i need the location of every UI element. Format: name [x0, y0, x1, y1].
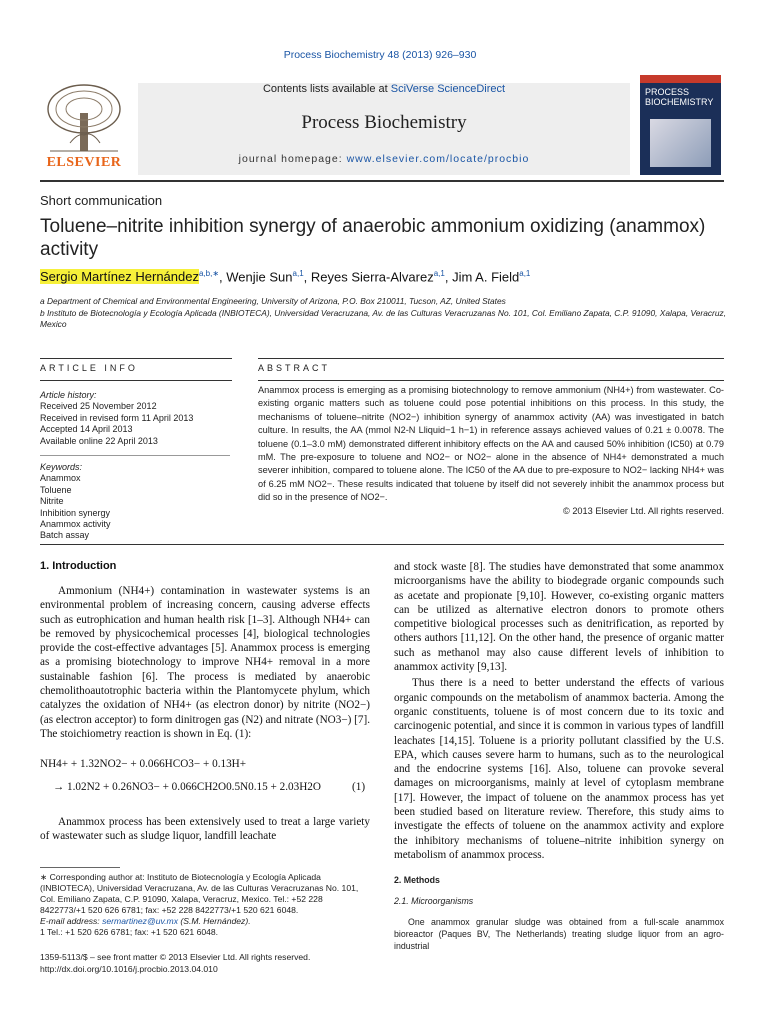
info-divider	[40, 455, 230, 456]
author-name[interactable]: Wenjie Sun	[226, 269, 293, 285]
journal-title: Process Biochemistry	[301, 112, 467, 133]
info-rule	[40, 358, 232, 359]
footnotes	[40, 872, 370, 938]
equation-line-2: → 1.02N2 + 0.26NO3− + 0.066CH2O0.5N0.15 + 2.03H2O	[53, 781, 321, 793]
methods-text: One anammox granular sludge was obtained from a full-scale anammox bioreactor (Paques BV, The Netherlands) treating sludge liquor from an agro-industrial	[394, 917, 724, 951]
publisher-logo-text: ELSEVIER	[46, 155, 122, 170]
history-item: Accepted 14 April 2013	[40, 424, 133, 435]
homepage-link[interactable]: www.elsevier.com/locate/procbio	[346, 153, 530, 165]
abstract-bottom-rule	[40, 544, 724, 545]
author-name[interactable]: Reyes Sierra-Alvarez	[310, 269, 434, 285]
issn-line: 1359-5113/$ – see front matter © 2013 Elsevier Ltd. All rights reserved.	[40, 952, 311, 962]
cover-image	[650, 119, 711, 167]
article-title: Toluene–nitrite inhibition synergy of anaerobic ammonium oxidizing (anammox) activity	[40, 216, 706, 260]
journal-cover-thumbnail	[640, 75, 721, 175]
author-list	[40, 269, 730, 284]
journal-citation[interactable]: Process Biochemistry 48 (2013) 926–930	[283, 49, 477, 61]
author-sep: ,	[444, 269, 453, 285]
abstract-text: Anammox process is emerging as a promising biotechnology to remove ammonium (NH4+) from wastewater. Co-existing organic matters such as toluene could pose potential inhibitions on this process. In this study, the mechanisms of toluene–nitrite (NO2−) inhibition synergy of anammox activity (AA) was investigated in batch culture. In results, the AA (mmol N2-N Lliquid−1 h−1) in reference assays achieved values of 0.21 ± 0.0078. The toluene (0.1–3.0 mM) demonstrated different inhibitory effects on the AA and caused 50% inhibition (IC50) at 0.79 mM. The pre-exposure to toluene and NO2− or NO2− alone in the absence of NH4+ demonstrated a much severer inhibition, compared to toluene alone. The IC50 of the AA due to pre-exposure to NO2− lacking NH4+ was of 6.25 mM NO2−. These results indicated that toluene by itself did not severely inhibit the anammox process but did so in the presence of NO2−.	[258, 385, 724, 503]
article-info	[40, 390, 230, 542]
intro-paragraph-3: and stock waste [8]. The studies have demonstrated that some anammox microorganisms have the ability to biodegrade organic compounds such as acetate and propionate [9,10]. However, co-existing organic matters can be utilized as alternative electron donors to promote others competitive biological processes such as denitrification, as reported by others authors [11,12]. On the other hand, the presence of organic matter such as methanol may also cause different levels of inhibition to anammox activity [9,13].	[394, 561, 724, 674]
intro-column-left-2	[40, 815, 370, 844]
corresponding-note: ∗ Corresponding author at: Instituto de Biotecnología y Ecología Aplicada (INBIOTECA), Universidad Veracruzana, Av. de las Culturas Veracruzanas No. 101, Col. Emiliano Zapata, C.P. 91090, Xalapa, Veracruz, Mexico. Tel.: +52 228 8422773/+1 520 626 6781; fax: +52 228 8422773/+1 520 621 6048.	[40, 872, 359, 915]
methods-subheading: 2.1. Microorganisms	[394, 896, 474, 906]
author-marks[interactable]: a,b,∗	[198, 269, 220, 278]
history-item: Received 25 November 2012	[40, 401, 157, 412]
author-marks[interactable]: a,1	[519, 269, 531, 278]
intro-column-left	[40, 584, 370, 741]
equation-line-1: NH4+ + 1.32NO2− + 0.066HCO3− + 0.13H+	[40, 758, 247, 770]
intro-paragraph-2: Anammox process has been extensively used to treat a large variety of wastewater such as sludge liquor, landfill leachate	[40, 816, 370, 843]
intro-paragraph-1: Ammonium (NH4+) contamination in wastewater systems is an environmental problem of increasing concern, causing adverse effects such as eutrophication and human health risk [1–3]. Although NH4+ can be removed by physicochemical processes [4], biological technologies provide the cost-effective advantages [5]. Anammox process is emerging as a promising biotechnology to improve NH4+ removal in a more sustainable fashion [6]. The process is mediated by anaerobic chemolithoautotrophic bacteria within the Plantomycete phylum, which catalyzes the oxidation of NH4+ (as electron donor) by nitrite (NO2−) (as electron acceptor) to form dinitrogen gas (N2) and nitrate (NO3−) [7]. The stoichiometry reaction is shown in Eq. (1):	[40, 585, 370, 740]
email-line	[40, 916, 370, 927]
contents-line	[138, 83, 630, 95]
abstract-rule	[258, 358, 724, 359]
equation-number: (1)	[352, 781, 366, 793]
intro-heading: 1. Introduction	[40, 560, 117, 572]
sciencedirect-link[interactable]: SciVerse ScienceDirect	[390, 83, 506, 95]
history-item: Received in revised form 11 April 2013	[40, 412, 194, 423]
affiliation-a: a Department of Chemical and Environmental Engineering, University of Arizona, P.O. Box 210011, Tucson, AZ, United States	[40, 296, 506, 306]
author-marks[interactable]: a,1	[433, 269, 445, 278]
cover-title: PROCESS BIOCHEMISTRY	[645, 87, 714, 107]
doi-link[interactable]: http://dx.doi.org/10.1016/j.procbio.2013.04.010	[40, 964, 218, 974]
email-link[interactable]: sermartinez@uv.mx	[102, 916, 178, 926]
article-type: Short communication	[40, 193, 163, 208]
affiliation-b: b Instituto de Biotecnología y Ecología Aplicada (INBIOTECA), Universidad Veracruzana, Av. de las Culturas Veracruzanas No. 101, Col. Emiliano Zapata, C.P. 91090, Xalapa, Veracruz, Mexico	[40, 308, 727, 329]
abstract-rule-2	[258, 380, 724, 381]
abstract-heading: ABSTRACT	[258, 363, 331, 373]
email-name: (S.M. Hernández).	[178, 916, 251, 926]
article-info-heading: ARTICLE INFO	[40, 363, 138, 373]
author-sep: ,	[219, 269, 227, 285]
intro-column-right	[394, 560, 724, 862]
abstract-body	[258, 384, 724, 518]
history-item: Available online 22 April 2013	[40, 435, 158, 446]
keyword: Batch assay	[40, 530, 90, 541]
keyword: Inhibition synergy	[40, 507, 111, 518]
keyword: Anammox	[40, 473, 81, 484]
methods-heading: 2. Methods	[394, 875, 440, 885]
author-name[interactable]: Sergio Martínez Hernández	[40, 269, 199, 285]
author-name[interactable]: Jim A. Field	[452, 269, 520, 285]
author-marks[interactable]: a,1	[292, 269, 304, 278]
elsevier-tree-logo	[40, 83, 128, 153]
info-rule-2	[40, 380, 232, 381]
email-label: E-mail address:	[40, 916, 103, 926]
keyword: Nitrite	[40, 496, 64, 507]
homepage-prefix: journal homepage:	[238, 153, 347, 165]
keyword: Anammox activity	[40, 519, 111, 530]
intro-paragraph-4: Thus there is a need to better understand the effects of various organic compounds on the metabolism of anammox bacteria. Among the organic constituents, toluene is of most concern due to its toxic and carcinogenic potential, and since it is common in various types of landfill leachates [14,15]. Toluene is a priority pollutant classified by the U.S. EPA, which causes severe harm to humans, such as to the neurological and the endocrine systems [16]. Also, toluene can provoke several damages on microorganisms, mainly at level of cytoplasm membrane [17]. However, the impact of toluene on the anammox process has yet been studied based on literature review. Therefore, this study aims to investigate the effects of toluene on the anammox activity and explore the inhibitory mechanisms of toluene–nitrite inhibition synergy on metabolism of anammox process.	[394, 677, 724, 861]
abstract-copyright: © 2013 Elsevier Ltd. All rights reserved.	[563, 505, 724, 516]
journal-homepage	[138, 153, 630, 165]
cover-stripe	[640, 75, 721, 83]
tel-note: 1 Tel.: +1 520 626 6781; fax: +1 520 621 6048.	[40, 927, 219, 937]
contents-prefix: Contents lists available at	[262, 83, 391, 95]
header-rule	[40, 180, 724, 182]
keyword: Toluene	[40, 484, 72, 495]
author-sep: ,	[303, 269, 311, 285]
history-label: Article history:	[40, 390, 97, 400]
footnote-rule	[40, 867, 120, 868]
keywords-label: Keywords:	[40, 462, 83, 473]
